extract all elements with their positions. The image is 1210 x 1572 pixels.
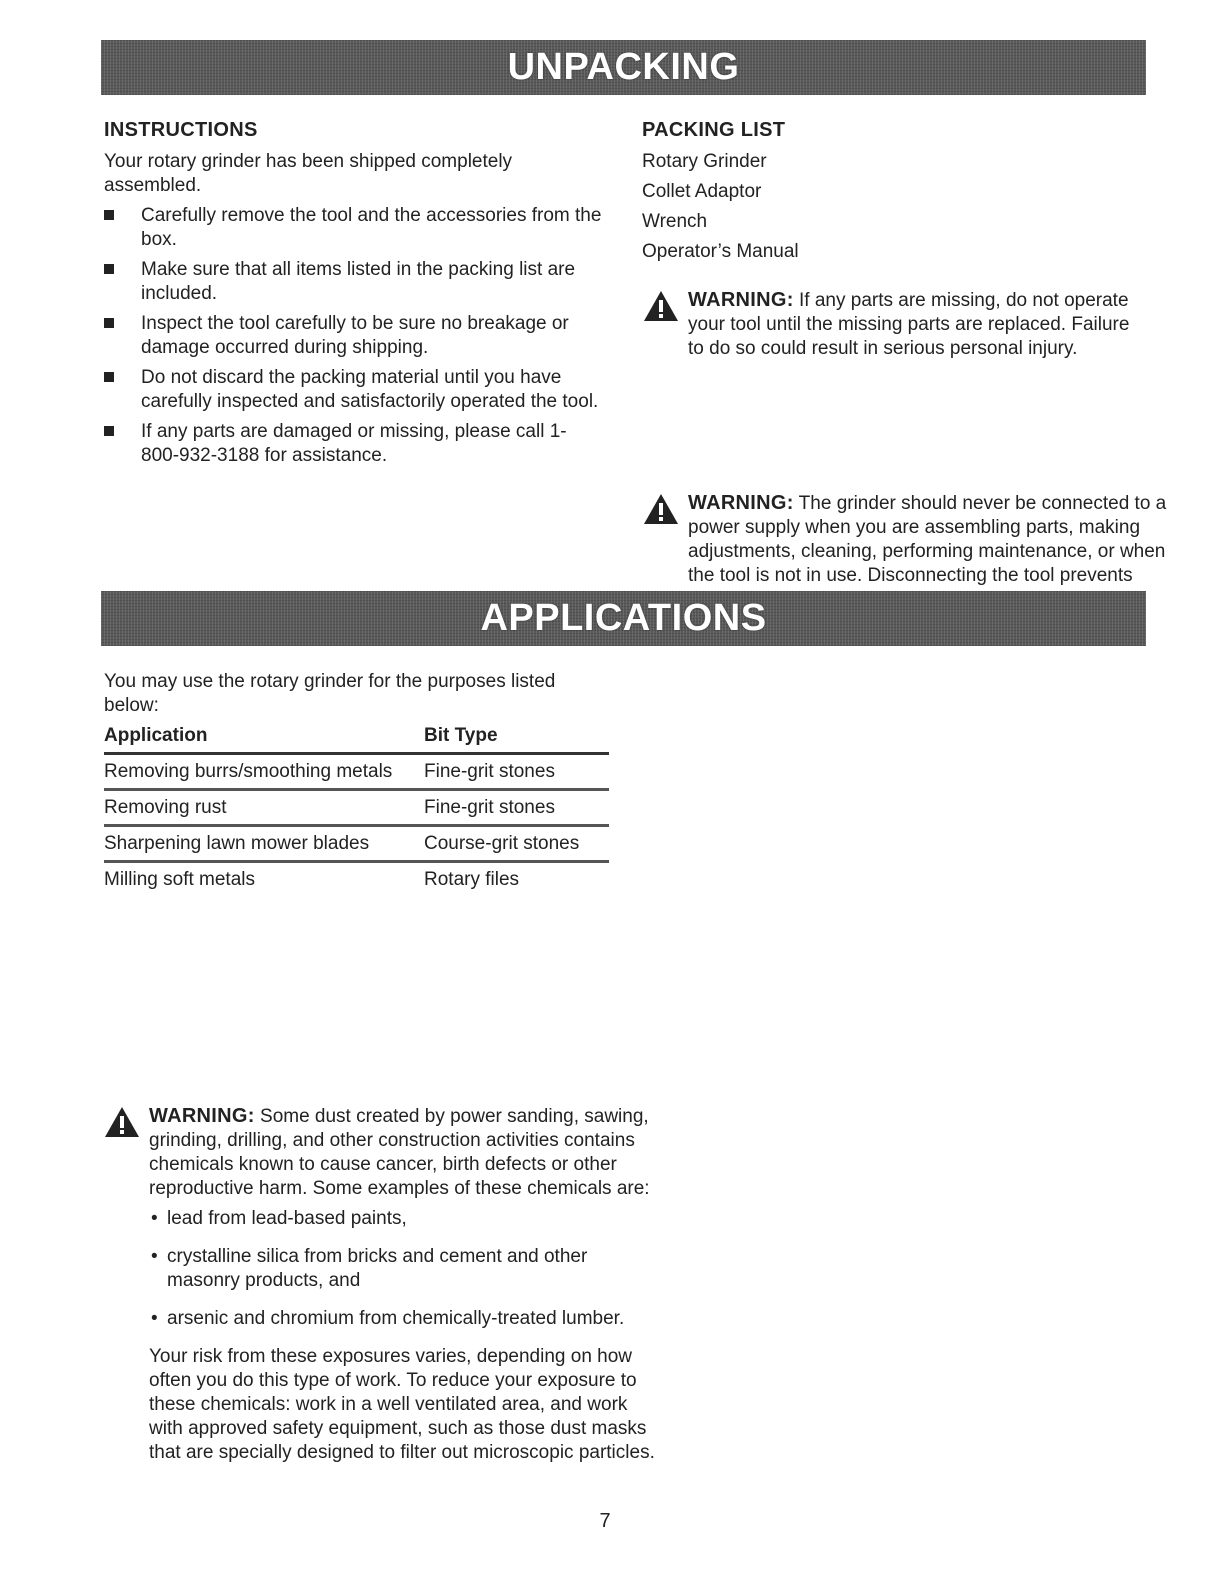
warning-triangle-icon <box>104 1106 140 1138</box>
dot-bullet-icon: • <box>151 1208 158 1229</box>
dot-bullet-icon: • <box>151 1308 158 1329</box>
square-bullet-icon <box>104 264 114 274</box>
unpacking-title: UNPACKING <box>507 46 740 88</box>
chemical-examples-list <box>149 1207 657 1331</box>
packing-item: Collet Adaptor <box>642 181 762 202</box>
instructions-intro: Your rotary grinder has been shipped completely assembled. <box>104 151 513 196</box>
warning-closing: Your risk from these exposures varies, depending on how often you do this type of work. To reduce your exposure to these chemicals: work in a well ventilated area, and work with approved safety equipment, such as those dust masks that are specially designed to filter out microscopic particles. <box>149 1346 655 1463</box>
warning-text: Some dust created by power sanding, sawing, grinding, drilling, and other construction activities contains chemicals known to cause cancer, birth defects or other reproductive harm. Some examples of these chemicals are: <box>149 1106 650 1199</box>
packing-item: Rotary Grinder <box>642 151 767 172</box>
bit-type-cell: Fine-grit stones <box>424 754 609 790</box>
warning-text: The grinder should never be connected to a power supply when you are assembling parts, making adjustments, cleaning, performing maintenance, or when the tool is not in use. Disconnecting the tool prevents <box>688 493 1167 586</box>
list-item: Inspect the tool carefully to be sure no breakage or damage occurred during shipping. <box>104 312 604 360</box>
application-cell: Milling soft metals <box>104 869 255 890</box>
packing-list-section <box>642 118 1142 270</box>
applications-title: APPLICATIONS <box>480 597 767 639</box>
list-item: • lead from lead-based paints, <box>151 1208 407 1229</box>
column-header-bit-type: Bit Type <box>424 724 609 754</box>
warning-triangle-icon <box>643 290 679 322</box>
square-bullet-icon <box>104 210 114 220</box>
warning-missing-parts <box>643 288 1143 361</box>
square-bullet-icon <box>104 318 114 328</box>
table-row <box>104 826 609 862</box>
instructions-section <box>104 118 604 474</box>
warning-label: WARNING: <box>688 492 794 514</box>
warning-text: If any parts are missing, do not operate your tool until the missing parts are replaced. Failure to do so could result in serious personal injury. <box>688 290 1130 359</box>
table-row <box>104 790 609 826</box>
table-header-row <box>104 724 609 754</box>
packing-item: Wrench <box>642 211 708 232</box>
packing-list-heading: PACKING LIST <box>642 119 786 141</box>
bit-type-cell: Rotary files <box>424 869 520 890</box>
list-item: If any parts are damaged or missing, please call 1-800-932-3188 for assistance. <box>104 420 604 468</box>
warning-dust-chemicals <box>104 1104 657 1465</box>
packing-item: Operator’s Manual <box>642 241 799 262</box>
list-item: Do not discard the packing material until you have carefully inspected and satisfactorily operated the tool. <box>104 366 604 414</box>
table-row <box>104 862 609 897</box>
dot-bullet-icon: • <box>151 1246 158 1267</box>
table-row <box>104 754 609 790</box>
instructions-heading: INSTRUCTIONS <box>104 119 258 141</box>
square-bullet-icon <box>104 372 114 382</box>
instructions-list <box>104 204 604 468</box>
list-item: • crystalline silica from bricks and cement and other masonry products, and <box>151 1246 588 1291</box>
applications-section <box>104 670 609 896</box>
application-cell: Removing rust <box>104 790 424 826</box>
list-item: Make sure that all items listed in the packing list are included. <box>104 258 604 306</box>
list-item: • arsenic and chromium from chemically-treated lumber. <box>151 1308 625 1329</box>
unpacking-banner <box>101 40 1146 95</box>
square-bullet-icon <box>104 426 114 436</box>
list-item: Carefully remove the tool and the accessories from the box. <box>104 204 604 252</box>
page-number: 7 <box>599 1510 611 1532</box>
applications-banner <box>101 591 1146 646</box>
warning-label: WARNING: <box>688 289 794 311</box>
applications-table <box>104 724 609 896</box>
application-cell: Sharpening lawn mower blades <box>104 826 424 862</box>
warning-triangle-icon <box>643 493 679 525</box>
warning-label: WARNING: <box>149 1105 255 1127</box>
bit-type-cell: Fine-grit stones <box>424 790 609 826</box>
applications-intro: You may use the rotary grinder for the purposes listed below: <box>104 671 556 716</box>
column-header-application: Application <box>104 724 424 754</box>
application-cell: Removing burrs/smoothing metals <box>104 754 424 790</box>
bit-type-cell: Course-grit stones <box>424 826 609 862</box>
